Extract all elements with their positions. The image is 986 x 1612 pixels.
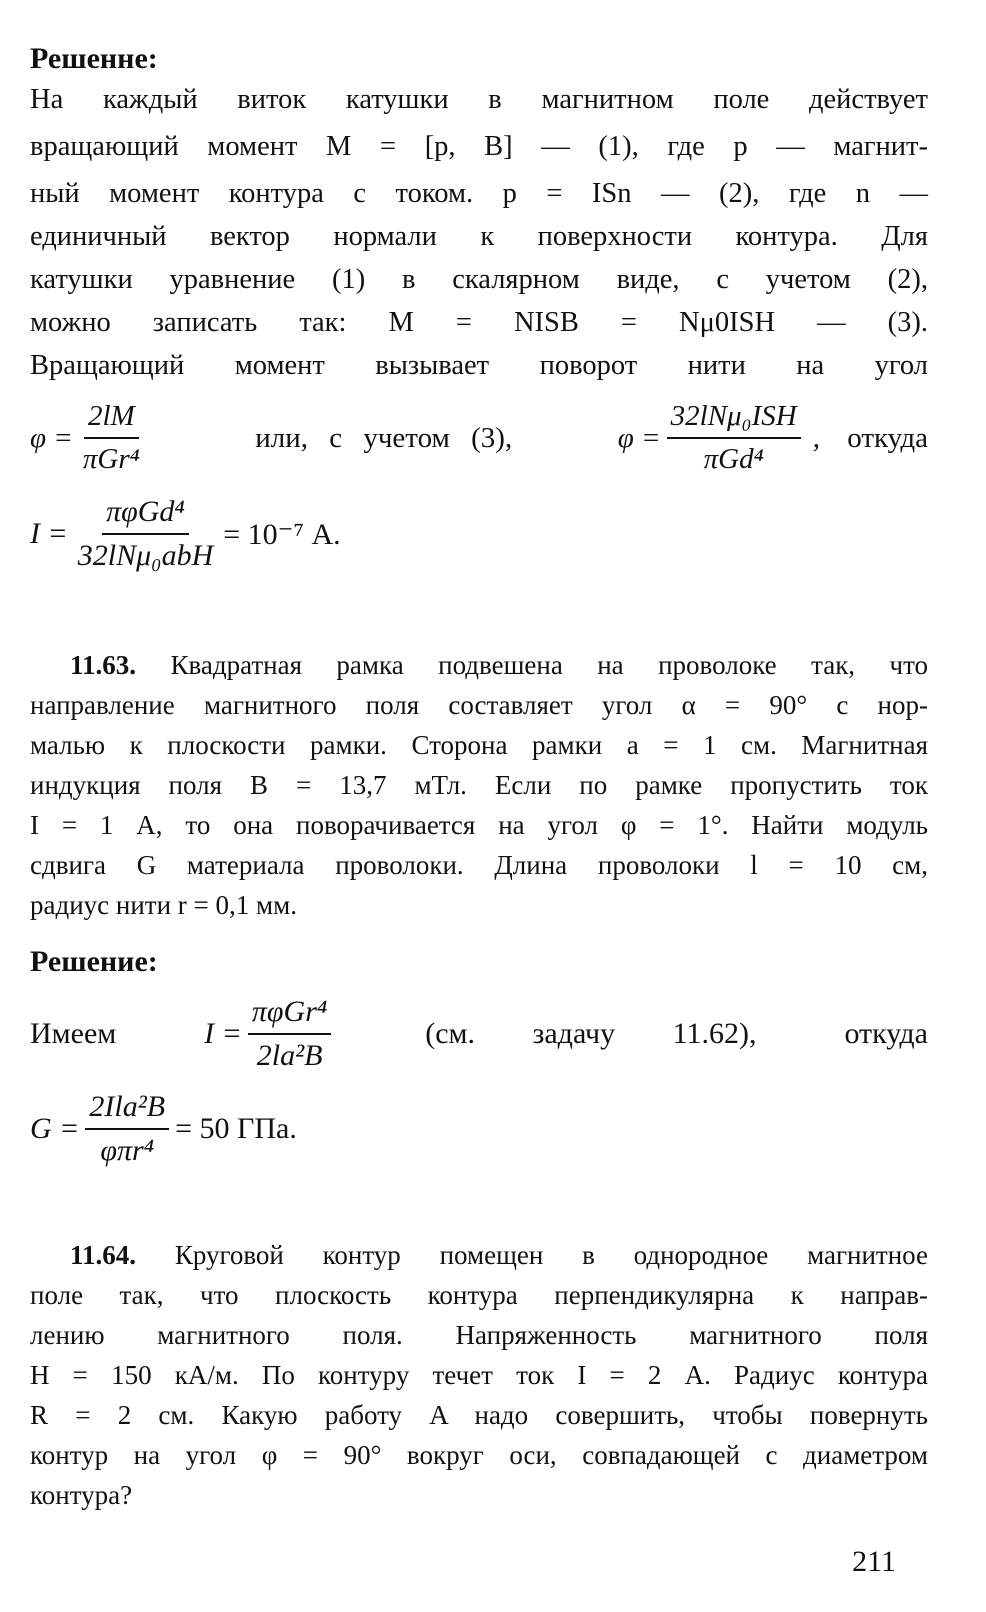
shear-numerator: 2Ila²B — [85, 1090, 169, 1130]
current-formula — [30, 495, 341, 573]
current2-denominator: 2la²B — [256, 1039, 323, 1072]
current-lhs: I = — [30, 517, 68, 550]
page-number: 211 — [852, 1545, 896, 1578]
phi1-lhs: φ = — [30, 421, 73, 454]
current2-lhs: I = — [204, 1017, 242, 1050]
problem-number: 11.64. — [70, 1240, 137, 1270]
text-line: H = 150 кА/м. По контуру течет ток I = 2 А. Радиус контура — [30, 1360, 928, 1390]
text-line: единичный вектор нормали к поверхности контура. Для — [30, 221, 928, 252]
current2-fraction — [248, 995, 331, 1073]
text-line: катушки уравнение (1) в скалярном виде, с учетом (2), — [30, 264, 928, 295]
phi1-numerator: 2lM — [84, 400, 139, 439]
text-line: ный момент контура с током. p = ISn — (2), где n — — [30, 178, 928, 209]
problem-first-line — [30, 645, 928, 685]
phi2-numerator: 32lNμ₀ISH — [667, 400, 801, 439]
solution-heading-1: Решенне: — [30, 42, 158, 75]
text-line: направление магнитного поля составляет угол α = 90° с нор- — [30, 690, 928, 720]
text-line: I = 1 А, то она поворачивается на угол φ = 1°. Найти модуль — [30, 810, 928, 840]
current-fraction — [74, 495, 218, 573]
current2-numerator: πφGr⁴ — [248, 995, 331, 1035]
phi2-denominator: πGd⁴ — [703, 443, 764, 475]
problem-first-line — [30, 1235, 928, 1275]
text-line: индукция поля B = 13,7 мТл. Если по рамке пропустить ток — [30, 770, 928, 800]
phi1-denominator: πGr⁴ — [82, 443, 140, 475]
phi-line-end-text: , откуда — [812, 421, 928, 454]
have-formula-line — [30, 995, 928, 1073]
problem-11-64 — [30, 1235, 928, 1515]
current-numerator: πφGd⁴ — [102, 495, 189, 535]
current-denominator: 32lNμ₀abH — [77, 539, 214, 572]
text-line: R = 2 см. Какую работу A надо совершить, чтобы повернуть — [30, 1400, 928, 1430]
problem-11-63 — [30, 645, 928, 925]
text-line: контур на угол φ = 90° вокруг оси, совпадающей с диаметром — [30, 1440, 928, 1470]
text-line: вращающий момент M = [p, B] — (1), где p — магнит- — [30, 131, 928, 162]
solution-text-1 — [30, 78, 928, 387]
phi-line-mid-text: или, с учетом (3), — [255, 421, 513, 454]
text-line: Круговой контур помещен в однородное магнитное — [174, 1240, 928, 1270]
text-line: сдвига G материала проволоки. Длина проволоки l = 10 см, — [30, 850, 928, 880]
solution-heading-2: Решение: — [30, 945, 158, 978]
text-line: малью к плоскости рамки. Сторона рамки a = 1 см. Магнитная — [30, 730, 928, 760]
shear-lhs: G = — [30, 1112, 80, 1145]
reference-text: (см. задачу 11.62), — [425, 1017, 757, 1050]
shear-denominator: φπr⁴ — [100, 1134, 155, 1167]
problem-number: 11.63. — [70, 650, 137, 680]
shear-result: = 50 ГПа. — [175, 1112, 297, 1145]
shear-fraction — [85, 1090, 169, 1168]
text-line: контура? — [30, 1480, 133, 1510]
text-line: поле так, что плоскость контура перпендикулярна к направ- — [30, 1280, 928, 1310]
phi2-fraction — [667, 400, 801, 476]
text-line: На каждый виток катушки в магнитном поле действует — [30, 84, 928, 115]
text-line: радиус нити r = 0,1 мм. — [30, 890, 297, 920]
text-line: Квадратная рамка подвешена на проволоке так, что — [170, 650, 929, 680]
shear-modulus-formula — [30, 1090, 297, 1168]
text-line: можно записать так: M = NISB = Nμ0ISH — (3). — [30, 307, 928, 338]
phi-formula-line — [30, 400, 928, 476]
text-line: лению магнитного поля. Напряженность магнитного поля — [30, 1320, 928, 1350]
current-result: = 10⁻⁷ А. — [223, 517, 341, 551]
phi1-fraction — [79, 400, 144, 476]
have-text: Имеем — [30, 1017, 117, 1050]
phi2-lhs: φ = — [617, 421, 661, 454]
whence-text: откуда — [844, 1017, 928, 1050]
text-line: Вращающий момент вызывает поворот нити на угол — [30, 350, 928, 381]
